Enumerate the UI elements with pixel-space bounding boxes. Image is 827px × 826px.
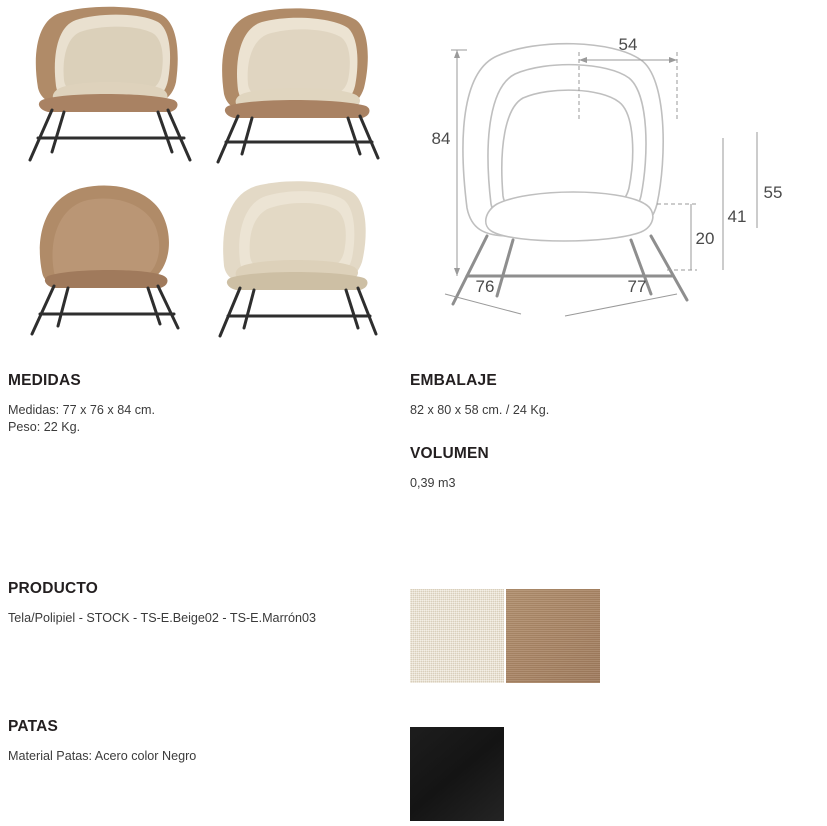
product-photo-rear-three-quarter	[8, 176, 198, 348]
armchair-illustration	[198, 176, 388, 348]
section-medidas-line-1: Medidas: 77 x 76 x 84 cm.	[8, 403, 155, 417]
section-producto-line-1: Tela/Polipiel - STOCK - TS-E.Beige02 - TS-E.Marrón03	[8, 611, 316, 625]
dimension-diagram	[405, 8, 825, 348]
section-embalaje-title: EMBALAJE	[410, 372, 497, 389]
dimension-label-84: 84	[431, 129, 451, 148]
section-patas-line-1: Material Patas: Acero color Negro	[8, 749, 197, 763]
product-photo-front-three-quarter-right	[198, 2, 388, 174]
product-photo-front-three-quarter-left	[8, 2, 198, 174]
section-patas	[8, 718, 398, 765]
section-embalaje	[410, 372, 810, 419]
dimension-label-76: 76	[475, 277, 495, 296]
product-photo-front-beige	[198, 176, 388, 348]
armchair-illustration	[8, 2, 198, 174]
technical-dimension-drawing	[405, 8, 825, 348]
swatch-marron	[506, 589, 600, 683]
armchair-illustration	[198, 2, 388, 174]
dimension-label-41: 41	[727, 207, 747, 226]
swatch-black-steel	[410, 727, 504, 821]
dimension-label-77: 77	[627, 277, 647, 296]
section-producto-title: PRODUCTO	[8, 580, 99, 597]
section-producto	[8, 580, 398, 627]
fabric-swatch-group	[410, 589, 600, 683]
dimension-label-54: 54	[618, 35, 638, 54]
section-volumen	[410, 445, 810, 492]
section-volumen-line-1: 0,39 m3	[410, 476, 456, 490]
section-patas-title: PATAS	[8, 718, 59, 735]
product-photo-gallery	[0, 0, 400, 355]
section-embalaje-line-1: 82 x 80 x 58 cm. / 24 Kg.	[410, 403, 550, 417]
dimension-label-55: 55	[763, 183, 783, 202]
armchair-illustration	[8, 176, 198, 348]
section-medidas-line-2: Peso: 22 Kg.	[8, 420, 81, 434]
section-volumen-title: VOLUMEN	[410, 445, 489, 462]
swatch-beige	[410, 589, 504, 683]
section-medidas	[8, 372, 398, 436]
dimension-label-20: 20	[695, 229, 715, 248]
section-medidas-title: MEDIDAS	[8, 372, 81, 389]
